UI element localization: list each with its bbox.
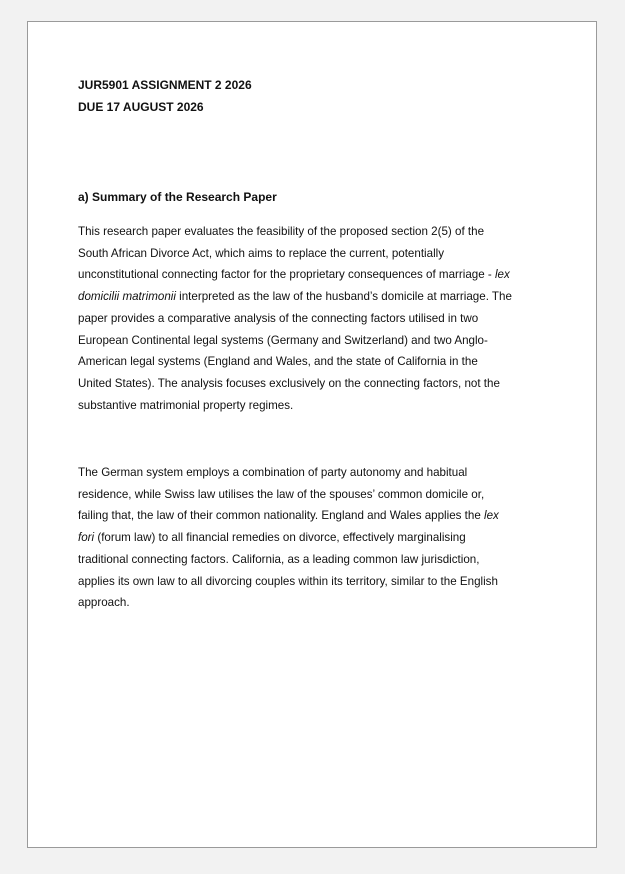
italic-term: domicilii matrimonii — [78, 290, 176, 304]
text-line: The German system employs a combination of party autonomy and habitual — [78, 466, 468, 479]
text-run: unconstitutional connecting factor for the proprietary consequences of marriage - — [78, 268, 495, 282]
text-line: American legal systems (England and Wales, and the state of California in the — [78, 355, 478, 369]
text-line: residence, while Swiss law utilises the law of the spouses’ common domicile or, — [78, 487, 485, 501]
assignment-title: JUR5901 ASSIGNMENT 2 2026 — [78, 78, 252, 92]
text-line: European Continental legal systems (Germany and Switzerland) and two Anglo- — [78, 333, 488, 347]
italic-term: fori — [78, 531, 95, 545]
text-run: (forum law) to all financial remedies on divorce, effectively marginalising — [94, 531, 466, 545]
text-line: substantive matrimonial property regimes. — [78, 398, 294, 412]
text-line: traditional connecting factors. California, as a leading common law jurisdiction, — [78, 552, 480, 566]
text-line — [78, 527, 558, 549]
text-line: paper provides a comparative analysis of the connecting factors utilised in two — [78, 311, 479, 325]
summary-paragraph-2 — [78, 462, 558, 614]
text-line: South African Divorce Act, which aims to replace the current, potentially — [78, 246, 445, 260]
italic-term: lex — [484, 509, 499, 523]
text-run: failing that, the law of their common nationality. England and Wales applies the — [78, 509, 485, 523]
text-line: United States). The analysis focuses exclusively on the connecting factors, not the — [78, 376, 500, 390]
document-page — [27, 21, 597, 848]
text-line: This research paper evaluates the feasibility of the proposed section 2(5) of the — [78, 225, 485, 238]
summary-paragraph-1 — [78, 221, 558, 416]
text-run: interpreted as the law of the husband’s domicile at marriage. The — [175, 290, 512, 304]
text-line — [78, 286, 558, 308]
text-line: approach. — [78, 596, 130, 610]
text-line — [78, 264, 558, 286]
due-date: DUE 17 AUGUST 2026 — [78, 100, 204, 114]
section-heading: a) Summary of the Research Paper — [78, 190, 277, 204]
italic-term: lex — [494, 268, 510, 282]
assignment-header — [78, 74, 252, 118]
text-line — [78, 505, 558, 527]
text-line: applies its own law to all divorcing couples within its territory, similar to the English — [78, 574, 498, 588]
